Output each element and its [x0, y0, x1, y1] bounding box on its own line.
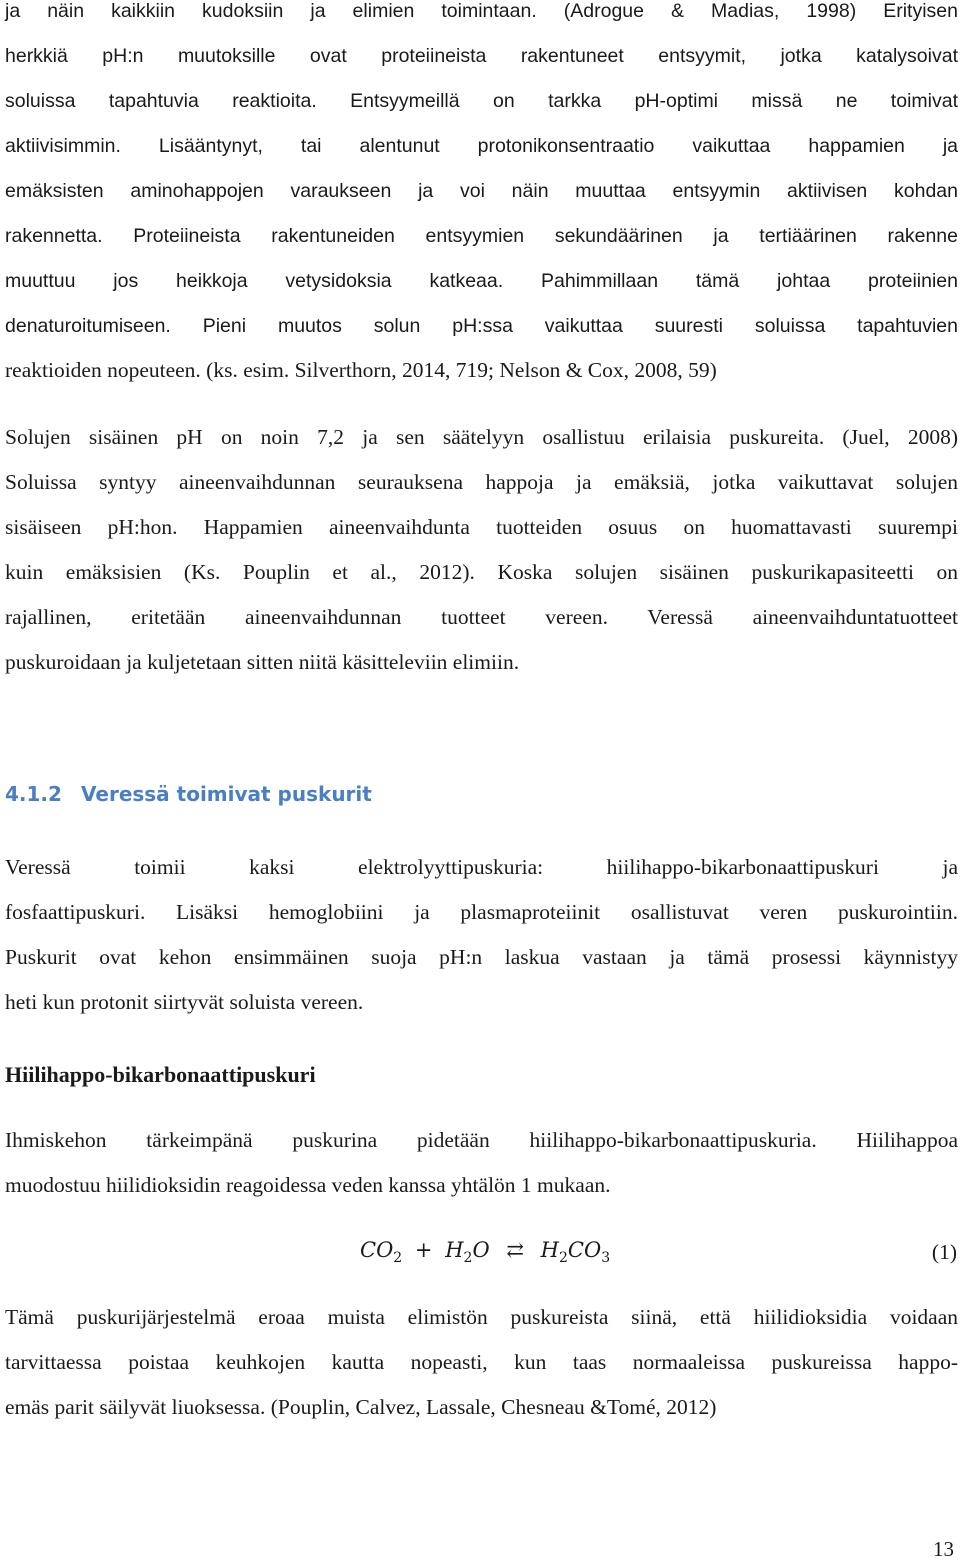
text-line: denaturoitumiseen. Pieni muutos solun pH:ssa vaikuttaa suuresti soluissa tapahtuvien [5, 315, 958, 337]
chemical-equation [360, 1238, 610, 1266]
text-line: muodostuu hiilidioksidin reagoidessa veden kanssa yhtälön 1 mukaan. [5, 1173, 611, 1197]
text-line: heti kun protonit siirtyvät soluista vereen. [5, 990, 364, 1014]
text-line: herkkiä pH:n muutoksille ovat proteiineista rakentuneet entsyymit, jotka katalysoivat [5, 45, 958, 67]
subsection-heading: Hiilihappo-bikarbonaattipuskuri [5, 1062, 316, 1087]
eq-h2o: $H_2O$ [445, 1238, 490, 1267]
equation-number: (1) [931, 1240, 957, 1264]
text-line: kuin emäksisien (Ks. Pouplin et al., 2012). Koska solujen sisäinen puskurikapasiteetti on [5, 560, 958, 584]
text-line: Puskurit ovat kehon ensimmäinen suoja pH:n laskua vastaan ja tämä prosessi käynnistyy [5, 945, 958, 969]
text-line: Solujen sisäinen pH on noin 7,2 ja sen säätelyyn osallistuu erilaisia puskureita. (Juel, 2008) [5, 425, 958, 449]
eq-co2: $CO_2$ [360, 1238, 403, 1267]
text-line: sisäiseen pH:hon. Happamien aineenvaihdunta tuotteiden osuus on huomattavasti suurempi [5, 515, 958, 539]
text-line: Soluissa syntyy aineenvaihdunnan seurauksena happoja ja emäksiä, jotka vaikuttavat solujen [5, 470, 958, 494]
section-title: Veressä toimivat puskurit [81, 782, 372, 806]
text-line: tarvittaessa poistaa keuhkojen kautta nopeasti, kun taas normaaleissa puskureissa happo- [5, 1350, 958, 1374]
text-line: rajallinen, eritetään aineenvaihdunnan tuotteet vereen. Veressä aineenvaihduntatuotteet [5, 605, 958, 629]
text-line: emäs parit säilyvät liuoksessa. (Pouplin, Calvez, Lassale, Chesneau &Tomé, 2012) [5, 1395, 717, 1419]
eq-equilibrium-arrow: ⇄ [506, 1238, 524, 1262]
text-line: ja näin kaikkiin kudoksiin ja elimien toimintaan. (Adrogue & Madias, 1998) Erityisen [5, 0, 958, 22]
text-line: Veressä toimii kaksi elektrolyyttipuskuria: hiilihappo-bikarbonaattipuskuri ja [5, 855, 958, 879]
text-line: fosfaattipuskuri. Lisäksi hemoglobiini ja plasmaproteiinit osallistuvat veren puskurointiin. [5, 900, 958, 924]
page-number: 13 [933, 1537, 954, 1561]
eq-h2co3: $H_2CO_3$ [540, 1238, 611, 1267]
text-line: reaktioiden nopeuteen. (ks. esim. Silverthorn, 2014, 719; Nelson & Cox, 2008, 59) [5, 358, 717, 382]
eq-plus: + [414, 1238, 433, 1262]
section-heading [5, 782, 372, 806]
text-line: emäksisten aminohappojen varaukseen ja voi näin muuttaa entsyymin aktiivisen kohdan [5, 180, 958, 202]
text-line: puskuroidaan ja kuljetetaan sitten niitä käsitteleviin elimiin. [5, 650, 520, 674]
section-number: 4.1.2 [5, 782, 62, 806]
text-line: soluissa tapahtuvia reaktioita. Entsyymeillä on tarkka pH-optimi missä ne toimivat [5, 90, 958, 112]
text-line: muuttuu jos heikkoja vetysidoksia katkeaa. Pahimmillaan tämä johtaa proteiinien [5, 270, 958, 292]
text-line: aktiivisimmin. Lisääntynyt, tai alentunut protonikonsentraatio vaikuttaa happamien ja [5, 135, 958, 157]
text-line: Tämä puskurijärjestelmä eroaa muista elimistön puskureista siinä, että hiilidioksidia voidaan [5, 1305, 958, 1329]
text-line: Ihmiskehon tärkeimpänä puskurina pidetään hiilihappo-bikarbonaattipuskuria. Hiilihappoa [5, 1128, 958, 1152]
text-line: rakennetta. Proteiineista rakentuneiden entsyymien sekundäärinen ja tertiäärinen rakenne [5, 225, 958, 247]
